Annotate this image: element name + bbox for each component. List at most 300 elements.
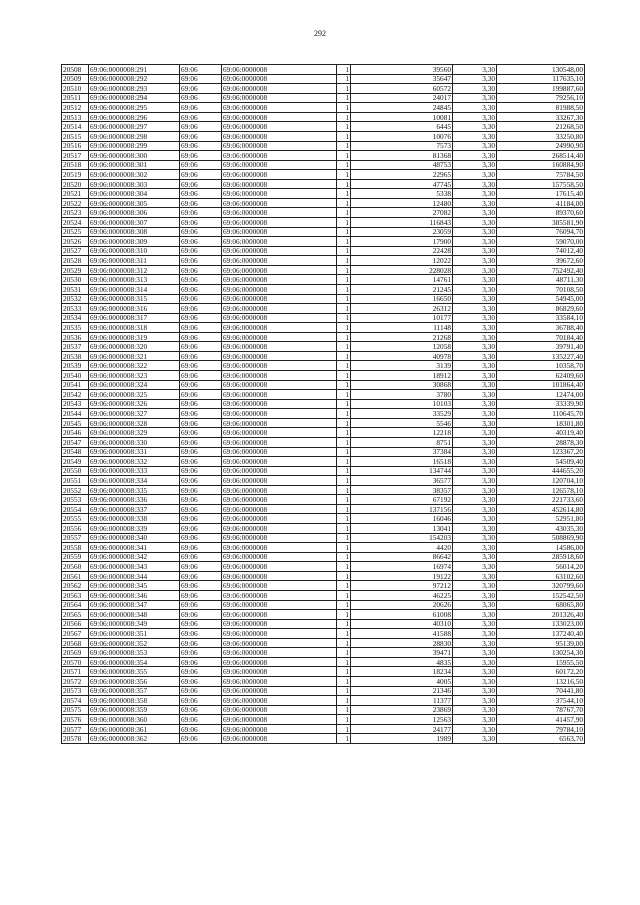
table-cell-value: 62409,60 (497, 371, 585, 381)
table-cell-area: 228028 (351, 265, 453, 275)
table-row (62, 543, 585, 553)
table-cell-area: 21245 (351, 284, 453, 294)
table-cell-district-code: 69:06 (180, 476, 222, 486)
table-cell-cadastral-number: 69:06:0000008:352 (89, 638, 180, 648)
table-cell-value: 268514,40 (497, 151, 585, 161)
table-cell-count: 1 (337, 600, 351, 610)
table-cell-value: 137240,40 (497, 629, 585, 639)
table-cell-value: 17615,40 (497, 189, 585, 199)
table-cell-district-code: 69:06 (180, 342, 222, 352)
table-cell-district-code: 69:06 (180, 246, 222, 256)
table-cell-cadastral-quarter: 69:06:0000008 (222, 208, 337, 218)
table-cell-area: 1989 (351, 734, 453, 744)
table-cell-row-no: 20560 (62, 562, 89, 572)
table-cell-count: 1 (337, 705, 351, 715)
table-cell-area: 46225 (351, 590, 453, 600)
table-cell-value: 81988,50 (497, 103, 585, 113)
table-cell-district-code: 69:06 (180, 313, 222, 323)
table-cell-district-code: 69:06 (180, 437, 222, 447)
table-cell-rate: 3,30 (453, 246, 497, 256)
table-cell-rate: 3,30 (453, 170, 497, 180)
table-cell-rate: 3,30 (453, 371, 497, 381)
table-cell-row-no: 20539 (62, 361, 89, 371)
table-cell-rate: 3,30 (453, 552, 497, 562)
table-cell-value: 56014,20 (497, 562, 585, 572)
table-cell-value: 13216,50 (497, 677, 585, 687)
table-cell-row-no: 20529 (62, 265, 89, 275)
table-cell-area: 16974 (351, 562, 453, 572)
table-cell-rate: 3,30 (453, 734, 497, 744)
table-cell-cadastral-number: 69:06:0000008:361 (89, 724, 180, 734)
table-cell-cadastral-quarter: 69:06:0000008 (222, 485, 337, 495)
table-row (62, 313, 585, 323)
table-cell-area: 40310 (351, 619, 453, 629)
table-cell-district-code: 69:06 (180, 581, 222, 591)
table-cell-cadastral-quarter: 69:06:0000008 (222, 189, 337, 199)
table-cell-district-code: 69:06 (180, 74, 222, 84)
table-cell-district-code: 69:06 (180, 103, 222, 113)
table-cell-count: 1 (337, 657, 351, 667)
table-row (62, 246, 585, 256)
table-cell-count: 1 (337, 476, 351, 486)
table-cell-value: 54945,00 (497, 294, 585, 304)
table-cell-cadastral-quarter: 69:06:0000008 (222, 122, 337, 132)
table-cell-rate: 3,30 (453, 65, 497, 75)
table-row (62, 418, 585, 428)
table-cell-value: 201326,40 (497, 610, 585, 620)
registry-body (62, 65, 585, 744)
table-cell-area: 35647 (351, 74, 453, 84)
table-cell-row-no: 20516 (62, 141, 89, 151)
table-cell-cadastral-quarter: 69:06:0000008 (222, 571, 337, 581)
registry-table (61, 64, 585, 744)
table-cell-cadastral-quarter: 69:06:0000008 (222, 218, 337, 228)
table-cell-rate: 3,30 (453, 705, 497, 715)
table-cell-area: 6445 (351, 122, 453, 132)
table-cell-area: 17900 (351, 237, 453, 247)
table-cell-rate: 3,30 (453, 361, 497, 371)
table-cell-row-no: 20550 (62, 466, 89, 476)
table-cell-count: 1 (337, 466, 351, 476)
table-cell-value: 33584,10 (497, 313, 585, 323)
table-cell-cadastral-quarter: 69:06:0000008 (222, 590, 337, 600)
table-cell-rate: 3,30 (453, 571, 497, 581)
table-cell-cadastral-number: 69:06:0000008:351 (89, 629, 180, 639)
table-cell-cadastral-number: 69:06:0000008:304 (89, 189, 180, 199)
table-cell-count: 1 (337, 179, 351, 189)
table-cell-cadastral-number: 69:06:0000008:343 (89, 562, 180, 572)
table-cell-rate: 3,30 (453, 189, 497, 199)
table-cell-count: 1 (337, 543, 351, 553)
table-cell-count: 1 (337, 351, 351, 361)
table-cell-value: 75784,50 (497, 170, 585, 180)
table-cell-district-code: 69:06 (180, 284, 222, 294)
table-cell-value: 60172,20 (497, 667, 585, 677)
table-cell-cadastral-quarter: 69:06:0000008 (222, 160, 337, 170)
table-row (62, 380, 585, 390)
table-row (62, 562, 585, 572)
table-row (62, 715, 585, 725)
table-cell-value: 33267,30 (497, 112, 585, 122)
table-cell-value: 74012,40 (497, 246, 585, 256)
table-row (62, 84, 585, 94)
table-cell-cadastral-number: 69:06:0000008:344 (89, 571, 180, 581)
table-cell-district-code: 69:06 (180, 629, 222, 639)
table-cell-area: 61008 (351, 610, 453, 620)
table-cell-area: 16518 (351, 457, 453, 467)
table-cell-cadastral-number: 69:06:0000008:332 (89, 457, 180, 467)
table-cell-count: 1 (337, 84, 351, 94)
table-cell-cadastral-number: 69:06:0000008:355 (89, 667, 180, 677)
table-cell-count: 1 (337, 112, 351, 122)
table-cell-rate: 3,30 (453, 629, 497, 639)
table-cell-rate: 3,30 (453, 179, 497, 189)
table-cell-area: 7573 (351, 141, 453, 151)
table-cell-value: 120704,10 (497, 476, 585, 486)
table-cell-count: 1 (337, 562, 351, 572)
table-row (62, 351, 585, 361)
table-cell-rate: 3,30 (453, 524, 497, 534)
table-row (62, 677, 585, 687)
table-cell-area: 67192 (351, 495, 453, 505)
table-cell-count: 1 (337, 122, 351, 132)
table-cell-row-no: 20542 (62, 390, 89, 400)
table-cell-district-code: 69:06 (180, 466, 222, 476)
table-cell-count: 1 (337, 275, 351, 285)
table-cell-cadastral-number: 69:06:0000008:293 (89, 84, 180, 94)
table-cell-value: 36788,40 (497, 323, 585, 333)
table-cell-area: 47745 (351, 179, 453, 189)
table-cell-value: 70441,80 (497, 686, 585, 696)
table-cell-row-no: 20548 (62, 447, 89, 457)
table-cell-cadastral-number: 69:06:0000008:358 (89, 696, 180, 706)
table-cell-cadastral-number: 69:06:0000008:316 (89, 304, 180, 314)
table-row (62, 590, 585, 600)
table-cell-cadastral-number: 69:06:0000008:311 (89, 256, 180, 266)
table-cell-district-code: 69:06 (180, 485, 222, 495)
table-cell-cadastral-quarter: 69:06:0000008 (222, 657, 337, 667)
table-cell-cadastral-quarter: 69:06:0000008 (222, 371, 337, 381)
table-cell-count: 1 (337, 342, 351, 352)
table-cell-count: 1 (337, 237, 351, 247)
table-cell-district-code: 69:06 (180, 428, 222, 438)
table-cell-rate: 3,30 (453, 304, 497, 314)
table-row (62, 151, 585, 161)
table-cell-rate: 3,30 (453, 667, 497, 677)
table-cell-area: 8751 (351, 437, 453, 447)
table-cell-rate: 3,30 (453, 495, 497, 505)
table-cell-count: 1 (337, 304, 351, 314)
table-cell-cadastral-quarter: 69:06:0000008 (222, 600, 337, 610)
table-cell-area: 60572 (351, 84, 453, 94)
table-cell-count: 1 (337, 667, 351, 677)
table-cell-cadastral-quarter: 69:06:0000008 (222, 351, 337, 361)
table-cell-rate: 3,30 (453, 457, 497, 467)
table-cell-area: 10177 (351, 313, 453, 323)
table-cell-value: 110645,70 (497, 409, 585, 419)
table-row (62, 265, 585, 275)
table-cell-rate: 3,30 (453, 208, 497, 218)
table-cell-cadastral-number: 69:06:0000008:303 (89, 179, 180, 189)
table-cell-row-no: 20571 (62, 667, 89, 677)
table-cell-area: 154203 (351, 533, 453, 543)
table-cell-district-code: 69:06 (180, 390, 222, 400)
table-cell-count: 1 (337, 504, 351, 514)
table-cell-rate: 3,30 (453, 342, 497, 352)
table-cell-district-code: 69:06 (180, 294, 222, 304)
table-cell-count: 1 (337, 380, 351, 390)
table-cell-district-code: 69:06 (180, 265, 222, 275)
table-cell-rate: 3,30 (453, 227, 497, 237)
table-row (62, 648, 585, 658)
table-cell-rate: 3,30 (453, 256, 497, 266)
table-cell-rate: 3,30 (453, 380, 497, 390)
table-cell-cadastral-number: 69:06:0000008:319 (89, 332, 180, 342)
table-cell-value: 21268,50 (497, 122, 585, 132)
table-cell-count: 1 (337, 715, 351, 725)
table-cell-district-code: 69:06 (180, 237, 222, 247)
table-cell-row-no: 20558 (62, 543, 89, 553)
table-cell-value: 285918,60 (497, 552, 585, 562)
table-cell-value: 199887,60 (497, 84, 585, 94)
table-cell-cadastral-number: 69:06:0000008:354 (89, 657, 180, 667)
table-cell-count: 1 (337, 734, 351, 744)
table-cell-area: 36577 (351, 476, 453, 486)
table-cell-row-no: 20513 (62, 112, 89, 122)
table-cell-district-code: 69:06 (180, 657, 222, 667)
table-cell-rate: 3,30 (453, 122, 497, 132)
table-cell-row-no: 20555 (62, 514, 89, 524)
table-cell-count: 1 (337, 390, 351, 400)
table-cell-area: 48753 (351, 160, 453, 170)
table-cell-count: 1 (337, 437, 351, 447)
table-cell-cadastral-quarter: 69:06:0000008 (222, 93, 337, 103)
table-cell-row-no: 20508 (62, 65, 89, 75)
table-cell-cadastral-number: 69:06:0000008:323 (89, 371, 180, 381)
table-cell-district-code: 69:06 (180, 409, 222, 419)
table-cell-count: 1 (337, 256, 351, 266)
table-cell-area: 24017 (351, 93, 453, 103)
table-cell-cadastral-number: 69:06:0000008:321 (89, 351, 180, 361)
table-cell-value: 59070,00 (497, 237, 585, 247)
table-cell-row-no: 20523 (62, 208, 89, 218)
table-cell-area: 23059 (351, 227, 453, 237)
table-cell-district-code: 69:06 (180, 332, 222, 342)
table-cell-cadastral-quarter: 69:06:0000008 (222, 198, 337, 208)
table-cell-value: 160884,90 (497, 160, 585, 170)
table-row (62, 342, 585, 352)
table-cell-area: 4835 (351, 657, 453, 667)
table-row (62, 437, 585, 447)
table-cell-cadastral-quarter: 69:06:0000008 (222, 103, 337, 113)
table-cell-rate: 3,30 (453, 323, 497, 333)
table-cell-count: 1 (337, 629, 351, 639)
page-number: 292 (314, 29, 326, 38)
table-cell-row-no: 20546 (62, 428, 89, 438)
table-cell-count: 1 (337, 485, 351, 495)
table-cell-cadastral-number: 69:06:0000008:334 (89, 476, 180, 486)
table-cell-cadastral-number: 69:06:0000008:306 (89, 208, 180, 218)
table-cell-rate: 3,30 (453, 93, 497, 103)
table-cell-value: 41184,00 (497, 198, 585, 208)
table-cell-district-code: 69:06 (180, 170, 222, 180)
table-row (62, 294, 585, 304)
table-row (62, 237, 585, 247)
table-cell-rate: 3,30 (453, 131, 497, 141)
table-cell-row-no: 20559 (62, 552, 89, 562)
table-cell-cadastral-quarter: 69:06:0000008 (222, 610, 337, 620)
table-row (62, 581, 585, 591)
table-cell-value: 12474,00 (497, 390, 585, 400)
table-cell-row-no: 20541 (62, 380, 89, 390)
table-cell-row-no: 20562 (62, 581, 89, 591)
table-cell-count: 1 (337, 151, 351, 161)
table-cell-rate: 3,30 (453, 84, 497, 94)
table-cell-row-no: 20561 (62, 571, 89, 581)
table-row (62, 256, 585, 266)
table-cell-cadastral-quarter: 69:06:0000008 (222, 495, 337, 505)
table-cell-cadastral-number: 69:06:0000008:356 (89, 677, 180, 687)
table-cell-row-no: 20569 (62, 648, 89, 658)
table-cell-cadastral-quarter: 69:06:0000008 (222, 514, 337, 524)
table-cell-cadastral-number: 69:06:0000008:329 (89, 428, 180, 438)
table-cell-cadastral-number: 69:06:0000008:347 (89, 600, 180, 610)
table-cell-cadastral-number: 69:06:0000008:341 (89, 543, 180, 553)
table-cell-cadastral-quarter: 69:06:0000008 (222, 667, 337, 677)
table-cell-cadastral-number: 69:06:0000008:307 (89, 218, 180, 228)
table-cell-value: 54509,40 (497, 457, 585, 467)
table-cell-row-no: 20568 (62, 638, 89, 648)
table-cell-cadastral-number: 69:06:0000008:312 (89, 265, 180, 275)
table-cell-area: 41588 (351, 629, 453, 639)
table-cell-cadastral-number: 69:06:0000008:340 (89, 533, 180, 543)
table-cell-value: 508869,90 (497, 533, 585, 543)
table-cell-count: 1 (337, 361, 351, 371)
table-cell-count: 1 (337, 524, 351, 534)
table-cell-district-code: 69:06 (180, 696, 222, 706)
table-cell-rate: 3,30 (453, 648, 497, 658)
table-cell-value: 135227,40 (497, 351, 585, 361)
table-cell-cadastral-number: 69:06:0000008:324 (89, 380, 180, 390)
table-cell-area: 134744 (351, 466, 453, 476)
table-cell-district-code: 69:06 (180, 84, 222, 94)
table-cell-cadastral-number: 69:06:0000008:322 (89, 361, 180, 371)
table-cell-row-no: 20535 (62, 323, 89, 333)
table-cell-value: 70108,50 (497, 284, 585, 294)
table-cell-value: 79256,10 (497, 93, 585, 103)
table-cell-cadastral-number: 69:06:0000008:325 (89, 390, 180, 400)
table-cell-count: 1 (337, 724, 351, 734)
table-cell-rate: 3,30 (453, 610, 497, 620)
table-cell-count: 1 (337, 313, 351, 323)
table-cell-area: 40978 (351, 351, 453, 361)
table-cell-count: 1 (337, 418, 351, 428)
table-cell-cadastral-quarter: 69:06:0000008 (222, 246, 337, 256)
table-cell-value: 752492,40 (497, 265, 585, 275)
table-cell-cadastral-quarter: 69:06:0000008 (222, 619, 337, 629)
table-cell-value: 10358,70 (497, 361, 585, 371)
table-cell-area: 38357 (351, 485, 453, 495)
table-cell-cadastral-quarter: 69:06:0000008 (222, 65, 337, 75)
table-row (62, 629, 585, 639)
table-cell-rate: 3,30 (453, 715, 497, 725)
table-cell-row-no: 20530 (62, 275, 89, 285)
table-cell-row-no: 20534 (62, 313, 89, 323)
table-cell-row-no: 20511 (62, 93, 89, 103)
table-cell-row-no: 20554 (62, 504, 89, 514)
table-cell-cadastral-number: 69:06:0000008:345 (89, 581, 180, 591)
table-cell-row-no: 20519 (62, 170, 89, 180)
table-cell-count: 1 (337, 246, 351, 256)
table-cell-rate: 3,30 (453, 284, 497, 294)
table-cell-area: 19122 (351, 571, 453, 581)
table-row (62, 619, 585, 629)
table-cell-row-no: 20552 (62, 485, 89, 495)
table-cell-row-no: 20520 (62, 179, 89, 189)
table-cell-row-no: 20512 (62, 103, 89, 113)
table-cell-cadastral-quarter: 69:06:0000008 (222, 562, 337, 572)
table-cell-rate: 3,30 (453, 504, 497, 514)
table-cell-rate: 3,30 (453, 638, 497, 648)
table-cell-count: 1 (337, 447, 351, 457)
table-cell-rate: 3,30 (453, 533, 497, 543)
table-cell-rate: 3,30 (453, 476, 497, 486)
table-cell-cadastral-number: 69:06:0000008:327 (89, 409, 180, 419)
table-cell-row-no: 20532 (62, 294, 89, 304)
table-cell-count: 1 (337, 189, 351, 199)
table-row (62, 667, 585, 677)
table-cell-rate: 3,30 (453, 696, 497, 706)
table-row (62, 476, 585, 486)
table-cell-rate: 3,30 (453, 313, 497, 323)
table-cell-count: 1 (337, 648, 351, 658)
table-row (62, 323, 585, 333)
table-row (62, 198, 585, 208)
table-cell-count: 1 (337, 265, 351, 275)
table-cell-district-code: 69:06 (180, 112, 222, 122)
table-cell-cadastral-number: 69:06:0000008:294 (89, 93, 180, 103)
table-row (62, 141, 585, 151)
table-row (62, 466, 585, 476)
table-cell-rate: 3,30 (453, 543, 497, 553)
table-cell-cadastral-quarter: 69:06:0000008 (222, 418, 337, 428)
table-row (62, 65, 585, 75)
table-cell-area: 97212 (351, 581, 453, 591)
table-cell-area: 18234 (351, 667, 453, 677)
table-row (62, 284, 585, 294)
table-cell-row-no: 20524 (62, 218, 89, 228)
table-cell-count: 1 (337, 399, 351, 409)
table-cell-count: 1 (337, 65, 351, 75)
table-cell-count: 1 (337, 552, 351, 562)
table-cell-area: 39560 (351, 65, 453, 75)
table-cell-value: 14586,00 (497, 543, 585, 553)
table-cell-cadastral-quarter: 69:06:0000008 (222, 437, 337, 447)
table-cell-cadastral-quarter: 69:06:0000008 (222, 447, 337, 457)
table-cell-cadastral-quarter: 69:06:0000008 (222, 284, 337, 294)
table-cell-cadastral-quarter: 69:06:0000008 (222, 112, 337, 122)
table-cell-cadastral-quarter: 69:06:0000008 (222, 390, 337, 400)
table-cell-area: 22428 (351, 246, 453, 256)
table-cell-area: 16650 (351, 294, 453, 304)
table-row (62, 304, 585, 314)
table-row (62, 638, 585, 648)
table-row (62, 657, 585, 667)
table-cell-cadastral-number: 69:06:0000008:310 (89, 246, 180, 256)
table-cell-cadastral-quarter: 69:06:0000008 (222, 141, 337, 151)
table-cell-count: 1 (337, 533, 351, 543)
table-cell-value: 76094,70 (497, 227, 585, 237)
